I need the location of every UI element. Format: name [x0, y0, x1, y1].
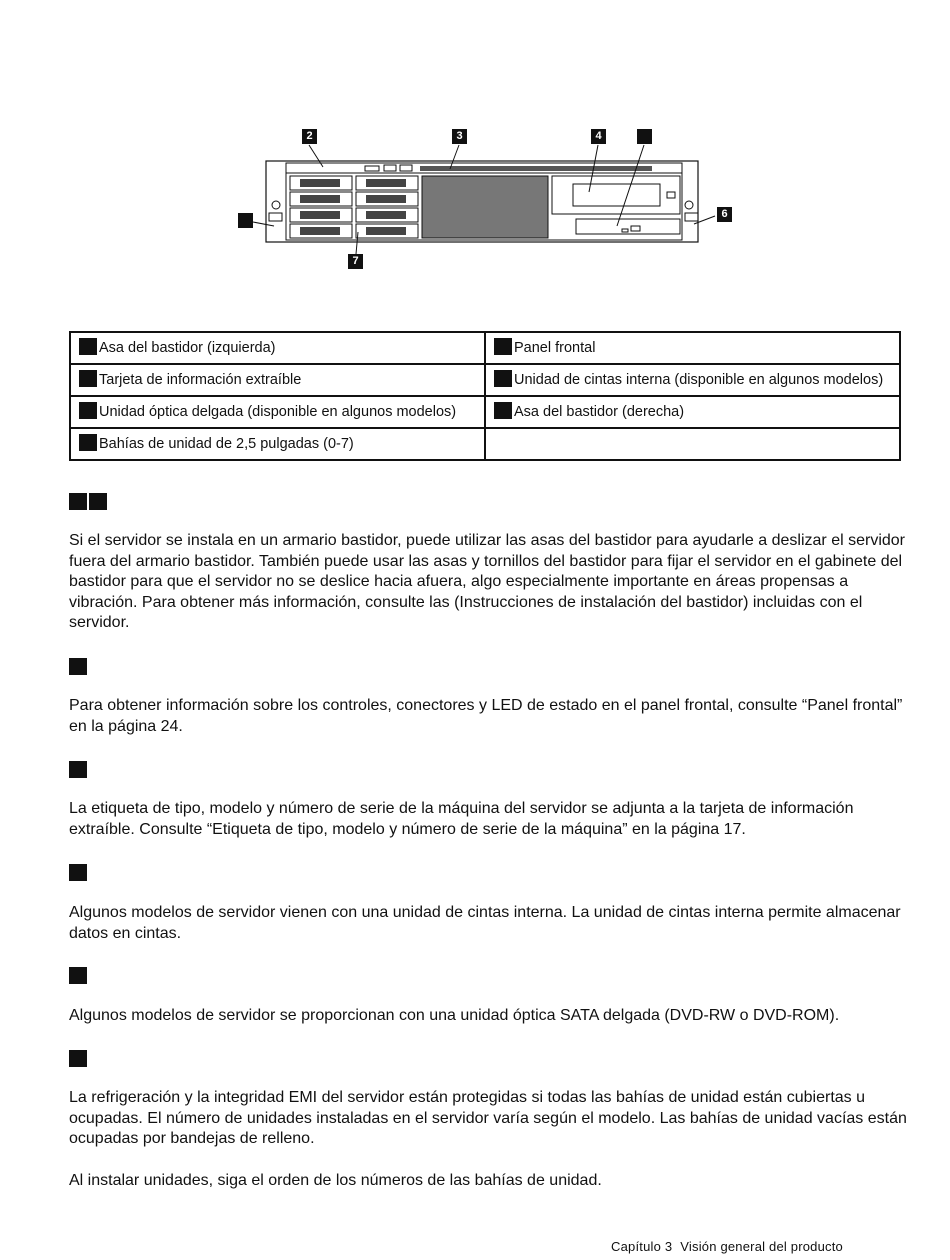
section-paragraph: Algunos modelos de servidor se proporcionan con una unidad óptica SATA delgada (DVD-RW o DVD-ROM).: [69, 1007, 840, 1024]
section-heading-marker: [69, 761, 89, 778]
callout-marker: [79, 370, 97, 387]
section-paragraph: Algunos modelos de servidor vienen con una unidad de cintas interna. La unidad de cintas interna permite almacenar datos en cintas.: [69, 904, 901, 942]
callout-marker: [69, 1050, 87, 1067]
legend-cell: [485, 428, 900, 460]
section-heading-markers: [69, 493, 109, 510]
callout-marker: [69, 864, 87, 881]
legend-cell: [70, 396, 485, 428]
callout-marker: [89, 493, 107, 510]
callout-marker: [69, 658, 87, 675]
table-row: [70, 364, 900, 396]
callout-7: 7: [348, 254, 363, 269]
section-paragraph: Si el servidor se instala en un armario bastidor, puede utilizar las asas del bastidor para ayudarle a deslizar el servidor fuera del armario bastidor. También puede usar las asas y tornillos del bastidor para fijar el servidor en el gabinete del bastidor para que el servidor no se deslice hacia afuera, algo especialmente importante en áreas propensas a vibración. Para obtener más información, consulte las (Instrucciones de instalación del bastidor) incluidas con el servidor.: [69, 532, 905, 631]
legend-cell: [70, 428, 485, 460]
table-row: [70, 428, 900, 460]
section-paragraph: La refrigeración y la integridad EMI del servidor están protegidas si todas las bahías de unidad están cubiertas u ocupadas. El número de unidades instaladas en el servidor varía según el modelo. Las bahías de unidad vacías están ocupadas por bandejas de relleno.: [69, 1089, 907, 1147]
legend-text: Unidad óptica delgada (disponible en algunos modelos): [99, 404, 457, 420]
callout-3: 3: [452, 129, 467, 144]
callout-marker: [69, 761, 87, 778]
front-vent-grid: [422, 176, 548, 238]
legend-table: [69, 331, 901, 461]
callout-marker: [494, 338, 512, 355]
section-heading-marker: [69, 864, 89, 881]
legend-cell: [70, 364, 485, 396]
legend-text: Asa del bastidor (derecha): [514, 404, 685, 420]
legend-cell: [485, 332, 900, 364]
footer-title: Visión general del producto: [680, 1239, 843, 1254]
callout-marker: [69, 967, 87, 984]
server-front-diagram: [0, 0, 950, 300]
callout-4: 4: [591, 129, 606, 144]
callout-marker: [69, 493, 87, 510]
legend-text: Bahías de unidad de 2,5 pulgadas (0-7): [99, 436, 354, 452]
section-heading-marker: [69, 1050, 89, 1067]
section-heading-marker: [69, 658, 89, 675]
section-paragraph: Para obtener información sobre los controles, conectores y LED de estado en el panel frontal, consulte “Panel frontal” en la página 24.: [69, 697, 903, 735]
callout-marker: [494, 370, 512, 387]
callout-1: [238, 213, 253, 228]
callout-marker: [79, 338, 97, 355]
legend-cell: [485, 364, 900, 396]
server-front-illustration: [0, 0, 950, 300]
page-footer: [611, 1239, 851, 1254]
legend-text: Unidad de cintas interna (disponible en algunos modelos): [514, 372, 884, 388]
top-vent-dots: [420, 166, 652, 171]
legend-text: Panel frontal: [514, 340, 596, 356]
legend-cell: [485, 396, 900, 428]
table-row: [70, 396, 900, 428]
callout-6: 6: [717, 207, 732, 222]
footer-chapter: Capítulo 3: [611, 1239, 673, 1254]
callout-5: [637, 129, 652, 144]
callout-marker: [494, 402, 512, 419]
callout-marker: [79, 402, 97, 419]
final-paragraph: Al instalar unidades, siga el orden de los números de las bahías de unidad.: [69, 1172, 602, 1189]
legend-text: Asa del bastidor (izquierda): [99, 340, 276, 356]
table-row: [70, 332, 900, 364]
callout-marker: [79, 434, 97, 451]
callout-2: 2: [302, 129, 317, 144]
section-heading-marker: [69, 967, 89, 984]
legend-cell: [70, 332, 485, 364]
legend-text: Tarjeta de información extraíble: [99, 372, 302, 388]
section-paragraph: La etiqueta de tipo, modelo y número de serie de la máquina del servidor se adjunta a la tarjeta de información extraíble. Consulte “Etiqueta de tipo, modelo y número de serie de la máquina” en la página 17.: [69, 800, 854, 838]
